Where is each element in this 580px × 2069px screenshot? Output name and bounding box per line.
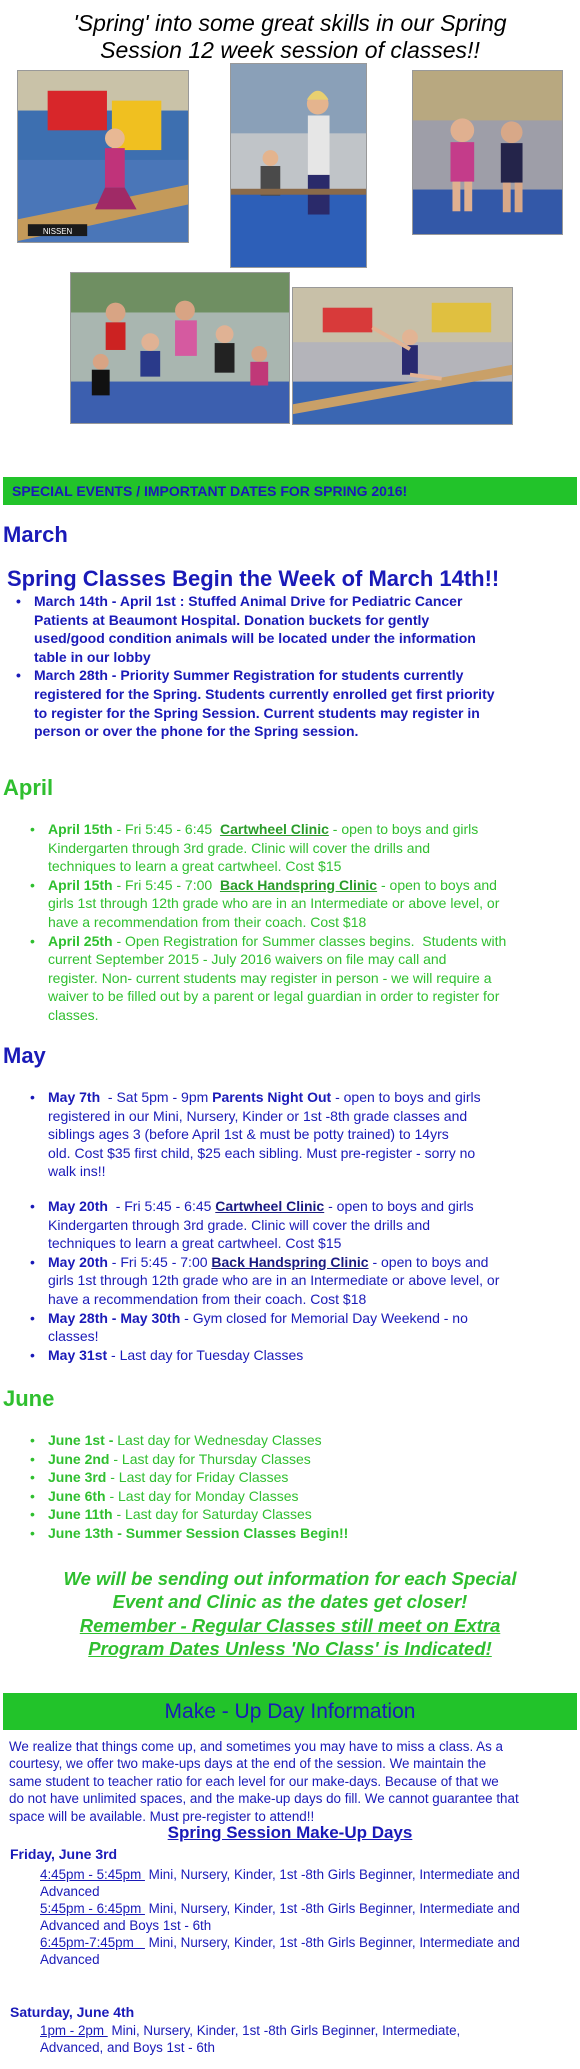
event-time: - Fri 5:45 - 7:00	[107, 1253, 212, 1270]
list-item	[30, 1088, 573, 1181]
list-item-line: Patients at Beaumont Hospital. Donation buckets for gently	[34, 611, 430, 628]
event-date: June 11th	[48, 1506, 113, 1523]
bullet-icon: •	[30, 1089, 35, 1105]
list-item	[30, 1468, 573, 1487]
list-item-line: old. Cost $35 first child, $25 each sibling. Must pre-register - sorry no	[48, 1144, 476, 1161]
event-date: June 2nd	[48, 1450, 110, 1467]
bullet-icon: •	[30, 821, 35, 837]
event-date: May 7th	[48, 1089, 101, 1105]
list-item-line: classes.	[48, 1006, 99, 1023]
notice-line: Program Dates Unless 'No Class' is Indicated!	[88, 1638, 492, 1659]
paragraph-line: courtesy, we offer two make-ups days at the end of the session. We maintain the	[9, 1756, 487, 1772]
list-item	[16, 592, 564, 666]
list-item	[30, 1346, 573, 1365]
list-item	[30, 1487, 573, 1506]
special-events-banner	[3, 477, 577, 505]
event-text: - open to boys and girls	[328, 821, 479, 837]
parents-night-out-label: Parents Night Out	[212, 1089, 332, 1105]
list-item	[30, 820, 573, 876]
event-date: May 20th	[48, 1198, 108, 1214]
paragraph-line: space will be available. Must pre-register to attend!!	[9, 1808, 315, 1824]
bullet-icon: •	[30, 1524, 35, 1541]
list-item-line: table in our lobby	[34, 648, 151, 665]
notice-line: We will be sending out information for each Special	[63, 1568, 517, 1589]
event-text: - open to boys and girls	[324, 1198, 474, 1214]
makeup-day-banner-text: Make - Up Day Information	[164, 1700, 416, 1723]
month-heading-june: June	[3, 1386, 55, 1411]
makeup-description	[9, 1738, 572, 1825]
month-heading-april: April	[3, 775, 54, 800]
event-date: April 15th	[48, 876, 113, 893]
bullet-icon: •	[16, 593, 21, 609]
list-item	[30, 1524, 573, 1543]
june-event-list	[30, 1431, 573, 1543]
list-item-line: classes!	[48, 1328, 99, 1345]
event-date: June 3rd	[48, 1469, 107, 1486]
makeup-slot	[40, 1900, 572, 1934]
list-item-line: walk ins!!	[48, 1163, 106, 1180]
slot-time: 5:45pm - 6:45pm	[40, 1901, 145, 1916]
slot-time: 6:45pm-7:45pm	[40, 1935, 145, 1950]
back-handspring-clinic-link[interactable]: Back Handspring Clinic	[219, 876, 378, 893]
list-item-line: girls 1st through 12th grade who are in an Intermediate or above level, or	[48, 1272, 500, 1289]
list-item-line: used/good condition animals will be located under the information	[34, 630, 476, 647]
event-date: May 31st	[48, 1346, 108, 1363]
event-text: - Last day for Friday Classes	[106, 1469, 289, 1486]
photo-two-girls	[412, 70, 563, 235]
bullet-icon: •	[30, 1432, 35, 1448]
photo-balance-beam	[292, 287, 513, 425]
list-item	[30, 876, 573, 932]
event-date: June 6th	[48, 1487, 106, 1504]
bullet-icon: •	[16, 667, 21, 684]
slot-time: 4:45pm - 5:45pm	[40, 1867, 145, 1882]
list-item-line: have a recommendation from their coach. Cost $18	[48, 913, 367, 930]
may-event-list-first	[30, 1088, 573, 1181]
makeup-days-title: Spring Session Make-Up Days	[167, 1823, 413, 1842]
event-time: - Sat 5pm - 9pm	[100, 1089, 213, 1105]
makeup-slot	[40, 2022, 572, 2056]
list-item-line: have a recommendation from their coach. Cost $18	[48, 1290, 367, 1307]
spring-classes-begin-heading: Spring Classes Begin the Week of March 14th!!	[7, 566, 500, 591]
bullet-icon: •	[30, 1487, 35, 1504]
event-time: - Fri 5:45 - 6:45	[107, 1198, 216, 1214]
photo-group	[70, 272, 290, 424]
list-item-line: registered for the Spring. Students currently enrolled get first priority	[34, 685, 495, 702]
list-item-line: Kindergarten through 3rd grade. Clinic will cover the drills and	[48, 839, 431, 856]
event-text: - Gym closed for Memorial Day Weekend - no	[180, 1309, 468, 1326]
list-item-line: register. Non- current students may register in person - we will require a	[48, 969, 492, 986]
bullet-icon: •	[30, 932, 35, 949]
bullet-icon: •	[30, 1450, 35, 1467]
slot-desc: Advanced	[40, 1952, 100, 1967]
list-item	[30, 1431, 573, 1450]
list-item	[30, 1253, 573, 1309]
event-text: - open to boys and	[368, 1253, 489, 1270]
notice-line: Event and Clinic as the dates get closer!	[112, 1591, 468, 1612]
event-text: - open to boys and girls	[331, 1089, 481, 1105]
makeup-slot	[40, 1934, 572, 1968]
photo-coach-and-girl	[230, 63, 367, 268]
march-event-list	[16, 592, 564, 741]
event-time: - Fri 5:45 - 7:00	[112, 876, 220, 893]
slot-desc: Advanced and Boys 1st - 6th	[40, 1918, 212, 1933]
list-item-line: siblings ages 3 (before April 1st & must be potty trained) to 14yrs	[48, 1126, 449, 1143]
back-handspring-clinic-link[interactable]: Back Handspring Clinic	[211, 1253, 369, 1270]
beam-logo-text: NISSEN	[42, 227, 73, 237]
list-item	[16, 666, 564, 740]
list-item-line: March 28th - Priority Summer Registration for students currently	[34, 667, 464, 684]
bullet-icon: •	[30, 1309, 35, 1326]
bullet-icon: •	[30, 1469, 35, 1486]
list-item-line: to register for the Spring Session. Current students may register in	[34, 704, 480, 721]
april-event-list	[30, 820, 573, 1025]
makeup-slot	[40, 1866, 572, 1900]
special-events-banner-text: SPECIAL EVENTS / IMPORTANT DATES FOR SPRING 2016!	[12, 483, 408, 499]
event-text: Last day for Wednesday Classes	[117, 1432, 322, 1448]
month-heading-march: March	[3, 522, 68, 547]
list-item-line: registered in our Mini, Nursery, Kinder or 1st -8th grade classes and	[48, 1107, 468, 1124]
bullet-icon: •	[30, 1346, 35, 1363]
slot-time: 1pm - 2pm	[40, 2023, 108, 2038]
event-date: April 25th	[48, 932, 113, 949]
list-item	[30, 932, 573, 1025]
list-item-line: Kindergarten through 3rd grade. Clinic will cover the drills and	[48, 1216, 431, 1233]
may-event-list	[30, 1197, 573, 1364]
notice-line: Remember - Regular Classes still meet on Extra	[79, 1615, 501, 1636]
regular-classes-notice	[10, 1614, 570, 1660]
headline-line-1: 'Spring' into some great skills in our Spring	[73, 10, 507, 36]
friday-heading: Friday, June 3rd	[10, 1846, 118, 1862]
paragraph-line: We realize that things come up, and sometimes you may have to miss a class. As a	[9, 1739, 503, 1754]
slot-desc: Advanced	[40, 1884, 100, 1899]
slot-desc: Mini, Nursery, Kinder, 1st -8th Girls Beginner, Intermediate and	[144, 1867, 520, 1882]
list-item	[30, 1450, 573, 1469]
month-heading-may: May	[3, 1043, 46, 1068]
info-notice	[10, 1567, 570, 1613]
list-item-line: current September 2015 - July 2016 waivers on file may call and	[48, 951, 447, 968]
event-date: May 28th - May 30th	[48, 1309, 181, 1326]
list-item-line: techniques to learn a great cartwheel. Cost $15	[48, 858, 342, 875]
list-item-line: waiver to be filled out by a parent or legal guardian in order to register for	[48, 988, 500, 1005]
list-item	[30, 1197, 573, 1253]
cartwheel-clinic-link[interactable]: Cartwheel Clinic	[219, 821, 329, 837]
list-item-line: techniques to learn a great cartwheel. Cost $15	[48, 1235, 342, 1252]
bullet-icon: •	[30, 1506, 35, 1523]
list-item-line: person or over the phone for the Spring session.	[34, 723, 359, 740]
page-headline	[0, 10, 580, 64]
event-text: - Open Registration for Summer classes begins. Students with	[112, 932, 507, 949]
bullet-icon: •	[30, 1198, 35, 1214]
cartwheel-clinic-link[interactable]: Cartwheel Clinic	[215, 1198, 325, 1214]
slot-desc: Mini, Nursery, Kinder, 1st -8th Girls Beginner, Intermediate and	[144, 1901, 520, 1916]
event-time: - Fri 5:45 - 6:45	[112, 821, 220, 837]
event-text: - open to boys and	[377, 876, 497, 893]
list-item	[30, 1505, 573, 1524]
event-text: - Last day for Tuesday Classes	[107, 1346, 304, 1363]
list-item-line: girls 1st through 12th grade who are in an Intermediate or above level, or	[48, 895, 500, 912]
slot-desc: Mini, Nursery, Kinder, 1st -8th Girls Beginner, Intermediate,	[107, 2023, 461, 2038]
list-item	[30, 1309, 573, 1346]
event-date: June 13th - Summer Session Classes Begin!!	[48, 1524, 349, 1541]
saturday-heading: Saturday, June 4th	[10, 2004, 135, 2020]
paragraph-line: do not have unlimited spaces, and the make-up days do fill. We cannot guarantee that	[9, 1791, 519, 1807]
photo-gymnast-on-beam	[17, 70, 189, 243]
event-date: May 20th	[48, 1253, 108, 1270]
slot-desc: Mini, Nursery, Kinder, 1st -8th Girls Beginner, Intermediate and	[144, 1935, 520, 1950]
slot-desc: Advanced, and Boys 1st - 6th	[40, 2040, 215, 2055]
event-date: April 15th	[48, 821, 113, 837]
bullet-icon: •	[30, 876, 35, 893]
headline-line-2: Session 12 week session of classes!!	[100, 37, 480, 63]
event-date: June 1st -	[48, 1432, 118, 1448]
paragraph-line: same student to teacher ratio for each level for our make-days. Because of that we	[9, 1773, 499, 1789]
list-item-line: March 14th - April 1st : Stuffed Animal Drive for Pediatric Cancer	[34, 593, 463, 609]
event-text: - Last day for Monday Classes	[105, 1487, 299, 1504]
event-text: - Last day for Thursday Classes	[109, 1450, 311, 1467]
event-text: - Last day for Saturday Classes	[112, 1506, 312, 1523]
bullet-icon: •	[30, 1253, 35, 1270]
makeup-day-banner	[3, 1693, 577, 1730]
